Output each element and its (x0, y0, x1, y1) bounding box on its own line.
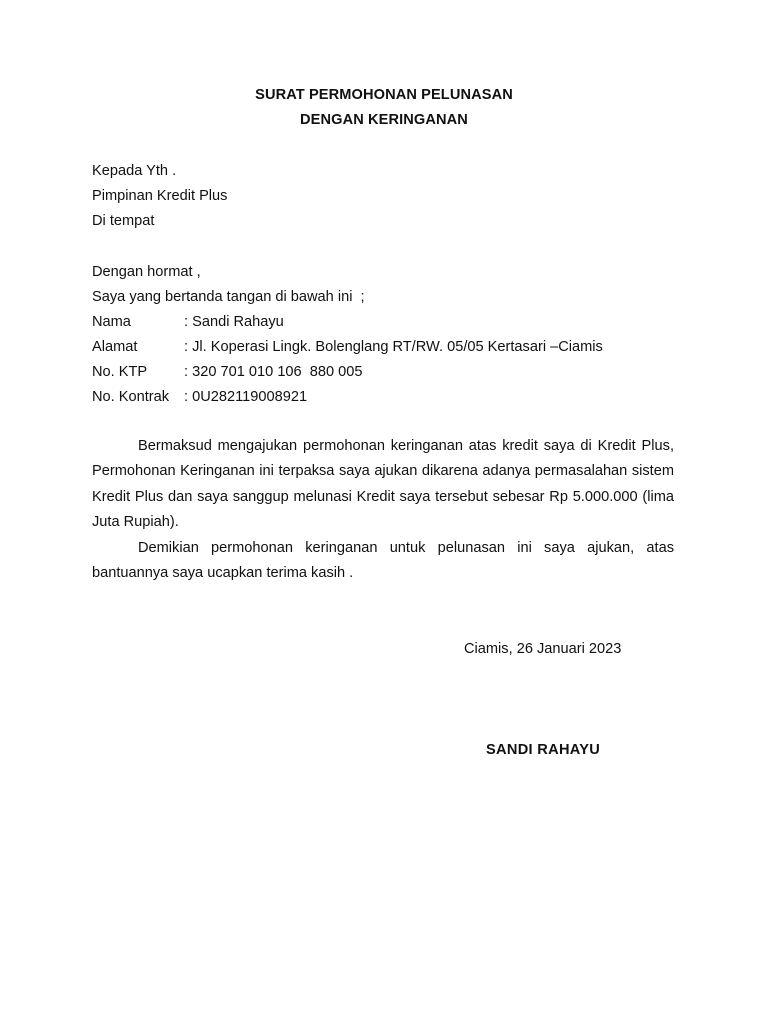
greeting: Dengan hormat , (92, 264, 201, 280)
field-row-kontrak (92, 388, 308, 406)
field-label: No. KTP (92, 364, 148, 380)
recipient-line-2: Pimpinan Kredit Plus (92, 188, 228, 204)
body-paragraph-1: Bermaksud mengajukan permohonan keringanan atas kredit saya di Kredit Plus, Permohonan Keringanan ini terpaksa saya ajukan dikarena adanya permasalahan sistem Kredit Plus dan saya sanggup melunasi Kredit saya tersebut sebesar Rp 5.000.000 (lima Juta Rupiah). (92, 438, 674, 531)
recipient-line-3: Di tempat (92, 213, 155, 229)
field-label: Nama (92, 314, 131, 330)
field-label: No. Kontrak (92, 389, 170, 405)
letter-title-line-2: DENGAN KERINGANAN (300, 112, 468, 128)
field-value: : 320 701 010 106 880 005 (184, 364, 363, 380)
signer-name: SANDI RAHAYU (486, 742, 601, 758)
place-date: Ciamis, 26 Januari 2023 (464, 641, 622, 657)
field-value: : Jl. Koperasi Lingk. Bolenglang RT/RW. 05/05 Kertasari –Ciamis (184, 339, 603, 355)
field-value: : Sandi Rahayu (184, 314, 284, 330)
recipient-line-1: Kepada Yth . (92, 163, 177, 179)
field-label: Alamat (92, 339, 138, 355)
letter-title-line-1: SURAT PERMOHONAN PELUNASAN (255, 87, 513, 103)
body-paragraph-2: Demikian permohonan keringanan untuk pelunasan ini saya ajukan, atas bantuannya saya ucapkan terima kasih . (92, 540, 674, 582)
intro-line: Saya yang bertanda tangan di bawah ini ; (92, 289, 365, 305)
field-row-nama (92, 313, 284, 331)
field-row-alamat (92, 338, 603, 356)
field-value: : 0U282119008921 (184, 389, 308, 405)
field-row-ktp (92, 363, 363, 381)
